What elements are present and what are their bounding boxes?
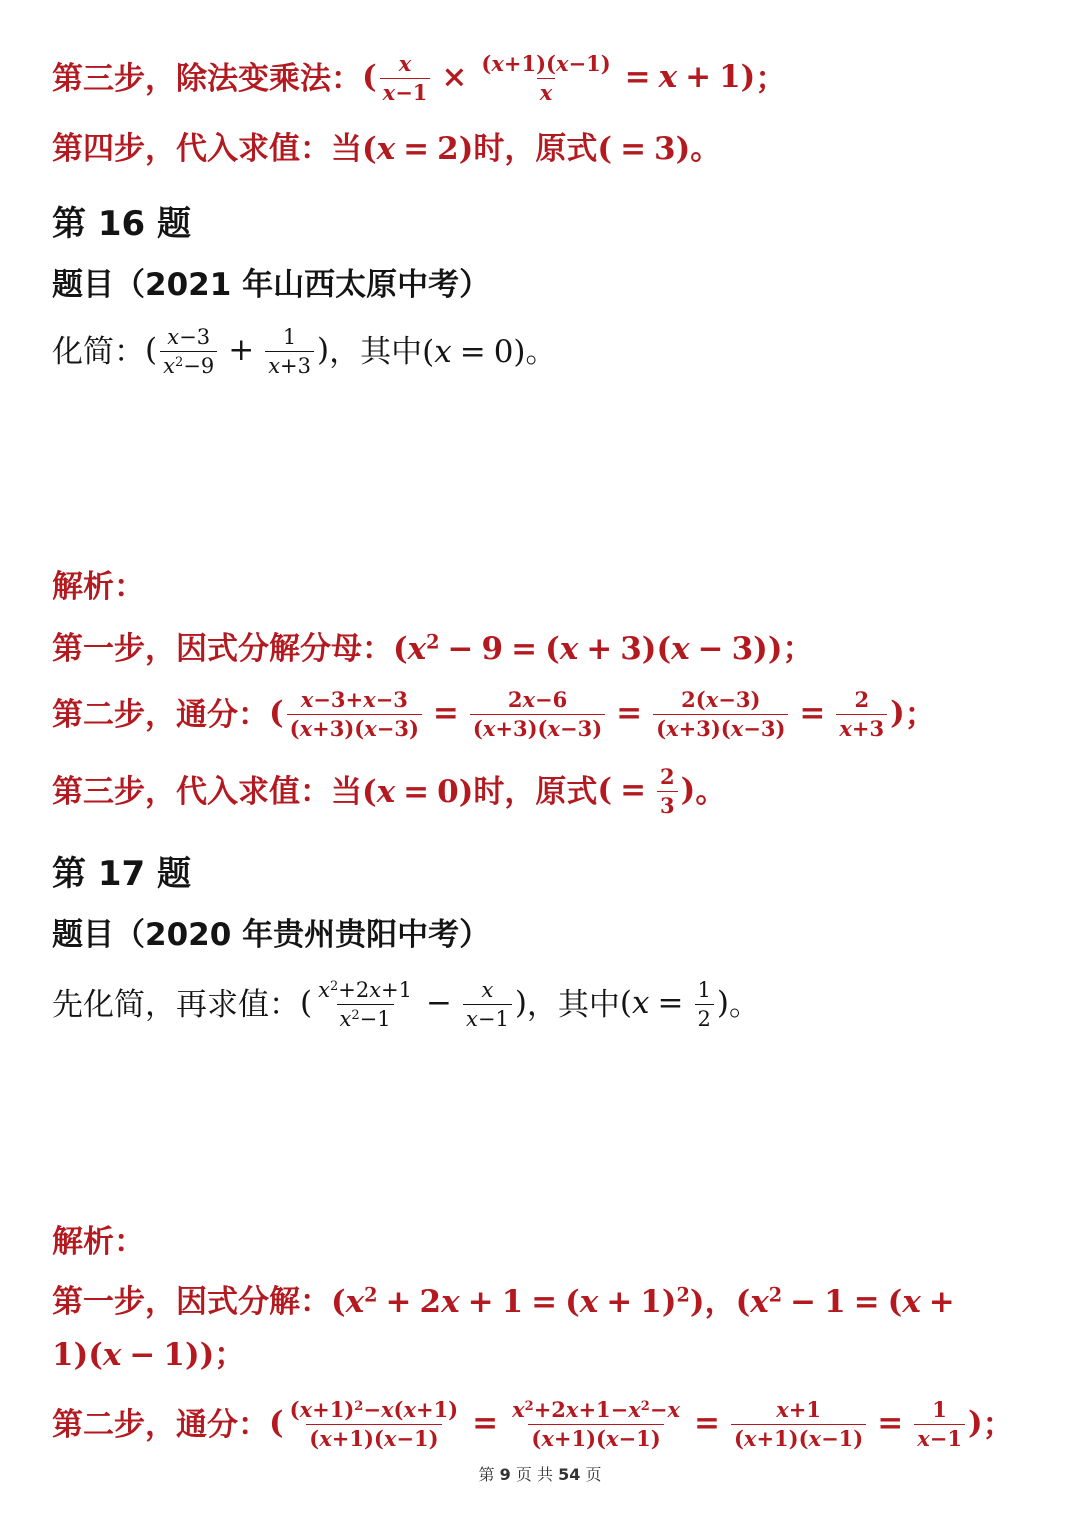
q17-source: 题目（2020 年贵州贵阳中考） bbox=[52, 917, 491, 953]
q17-step1-line bbox=[52, 1285, 1040, 1319]
prev-step3-end: ； bbox=[755, 60, 787, 97]
prev-step4-label: 第四步，代入求值：当 bbox=[52, 131, 362, 167]
q16-step2-label: 第二步，通分： bbox=[52, 696, 269, 733]
q17-prompt-line bbox=[52, 978, 1040, 1031]
q17-step2-end: ； bbox=[982, 1406, 1014, 1443]
q16-source-line bbox=[52, 268, 1040, 302]
q17-analysis-label: 解析： bbox=[52, 1224, 145, 1260]
q16-heading: 第 16 题 bbox=[52, 204, 191, 244]
prev-step3-formula: ( $\frac{x}{x-1}$ × $\frac{(x+1)(x-1)}{x}$ = x + 1) bbox=[362, 51, 756, 106]
q16-where: ，其中 bbox=[329, 333, 423, 370]
prev-step3-line bbox=[52, 52, 1040, 105]
q17-step1-comma: ， bbox=[704, 1284, 736, 1320]
footer-pre: 第 bbox=[478, 1465, 495, 1484]
q16-expression: ( $\frac{x-3}{x^2-9}$ + $\frac{1}{x+3}$ ) bbox=[145, 325, 330, 379]
q16-step3-line bbox=[52, 765, 1040, 818]
q17-where: ，其中 bbox=[526, 986, 620, 1023]
q16-step2-formula: ( $\frac{x-3+x-3}{(x+3)(x-3)}$ = $\frac{2x-6}{(x+3)(x-3)}$ = $\frac{2(x-3)}{(x+3)(x-3)}$ = $\frac{2}{x+3}$ ) bbox=[269, 687, 905, 742]
q16-step3-end: 。 bbox=[695, 773, 727, 810]
footer-mid: 页 共 bbox=[515, 1465, 553, 1484]
q16-step3-cond: (x = 0) bbox=[362, 773, 474, 810]
q16-step3-mid: 时，原式 bbox=[473, 773, 598, 810]
q17-step2-formula: ( $\frac{(x+1)^2-x(x+1)}{(x+1)(x-1)}$ = $\frac{x^2+2x+1-x^2-x}{(x+1)(x-1)}$ = $\frac{x+1}{(x+1)(x-1)}$ = $\frac{1}{x-1}$ ) bbox=[269, 1397, 983, 1452]
q16-step1-formula: $(x^2 - 9 = (x + 3)(x - 3))$ bbox=[393, 630, 783, 667]
q17-heading: 第 17 题 bbox=[52, 854, 191, 894]
prev-step4-mid: 时，原式 bbox=[473, 131, 598, 167]
q16-condition: (x = 0) bbox=[422, 333, 526, 370]
prev-step4-end: 。 bbox=[690, 131, 722, 167]
q16-step1-end: ； bbox=[782, 631, 814, 667]
prev-step3-label: 第三步，除法变乘法： bbox=[52, 60, 362, 97]
q17-step1-formula-a: $(x^2 + 2x + 1 = (x + 1)^2)$ bbox=[331, 1283, 705, 1320]
q16-step1-label: 第一步，因式分解分母： bbox=[52, 631, 393, 667]
page-footer bbox=[0, 1462, 1080, 1485]
prev-step4-cond: (x = 2) bbox=[362, 131, 474, 167]
q17-step2-line bbox=[52, 1398, 1040, 1451]
prev-step4-result: ( = 3) bbox=[597, 131, 691, 167]
q16-analysis-label: 解析： bbox=[52, 569, 145, 605]
q17-step1-label: 第一步，因式分解： bbox=[52, 1284, 331, 1320]
q17-step2-label: 第二步，通分： bbox=[52, 1406, 269, 1443]
q17-step1-formula-b: ($x^2 - 1 = (x$ + bbox=[735, 1283, 955, 1320]
footer-total-pages: 54 bbox=[558, 1465, 581, 1484]
q16-source: 题目（2021 年山西太原中考） bbox=[52, 267, 491, 303]
q17-condition: (x = $\frac{1}{2}$ ) bbox=[619, 978, 729, 1032]
q16-step1-line bbox=[52, 632, 1040, 666]
footer-page-number: 9 bbox=[499, 1465, 511, 1484]
q16-step3-result: ( = $\frac{2}{3}$ ) bbox=[597, 764, 696, 819]
q17-step1-cont-line bbox=[52, 1338, 1040, 1372]
prev-step4-line bbox=[52, 132, 1040, 166]
q16-prompt: 化简： bbox=[52, 333, 145, 370]
footer-post: 页 bbox=[585, 1465, 602, 1484]
q16-end: 。 bbox=[525, 333, 557, 370]
q16-prompt-line bbox=[52, 325, 1040, 378]
q17-prompt: 先化简，再求值： bbox=[52, 986, 300, 1023]
q17-step1-cont-end: ； bbox=[214, 1337, 246, 1373]
q17-step1-formula-cont: 1)(x − 1)) bbox=[52, 1337, 215, 1373]
q17-end: 。 bbox=[728, 986, 760, 1023]
q17-source-line bbox=[52, 918, 1040, 952]
q16-step3-label: 第三步，代入求值：当 bbox=[52, 773, 362, 810]
q17-expression: ( $\frac{x^2+2x+1}{x^2-1}$ − $\frac{x}{x-1}$ ) bbox=[300, 978, 527, 1032]
q16-step2-end: ； bbox=[904, 696, 936, 733]
q16-step2-line bbox=[52, 688, 1040, 741]
